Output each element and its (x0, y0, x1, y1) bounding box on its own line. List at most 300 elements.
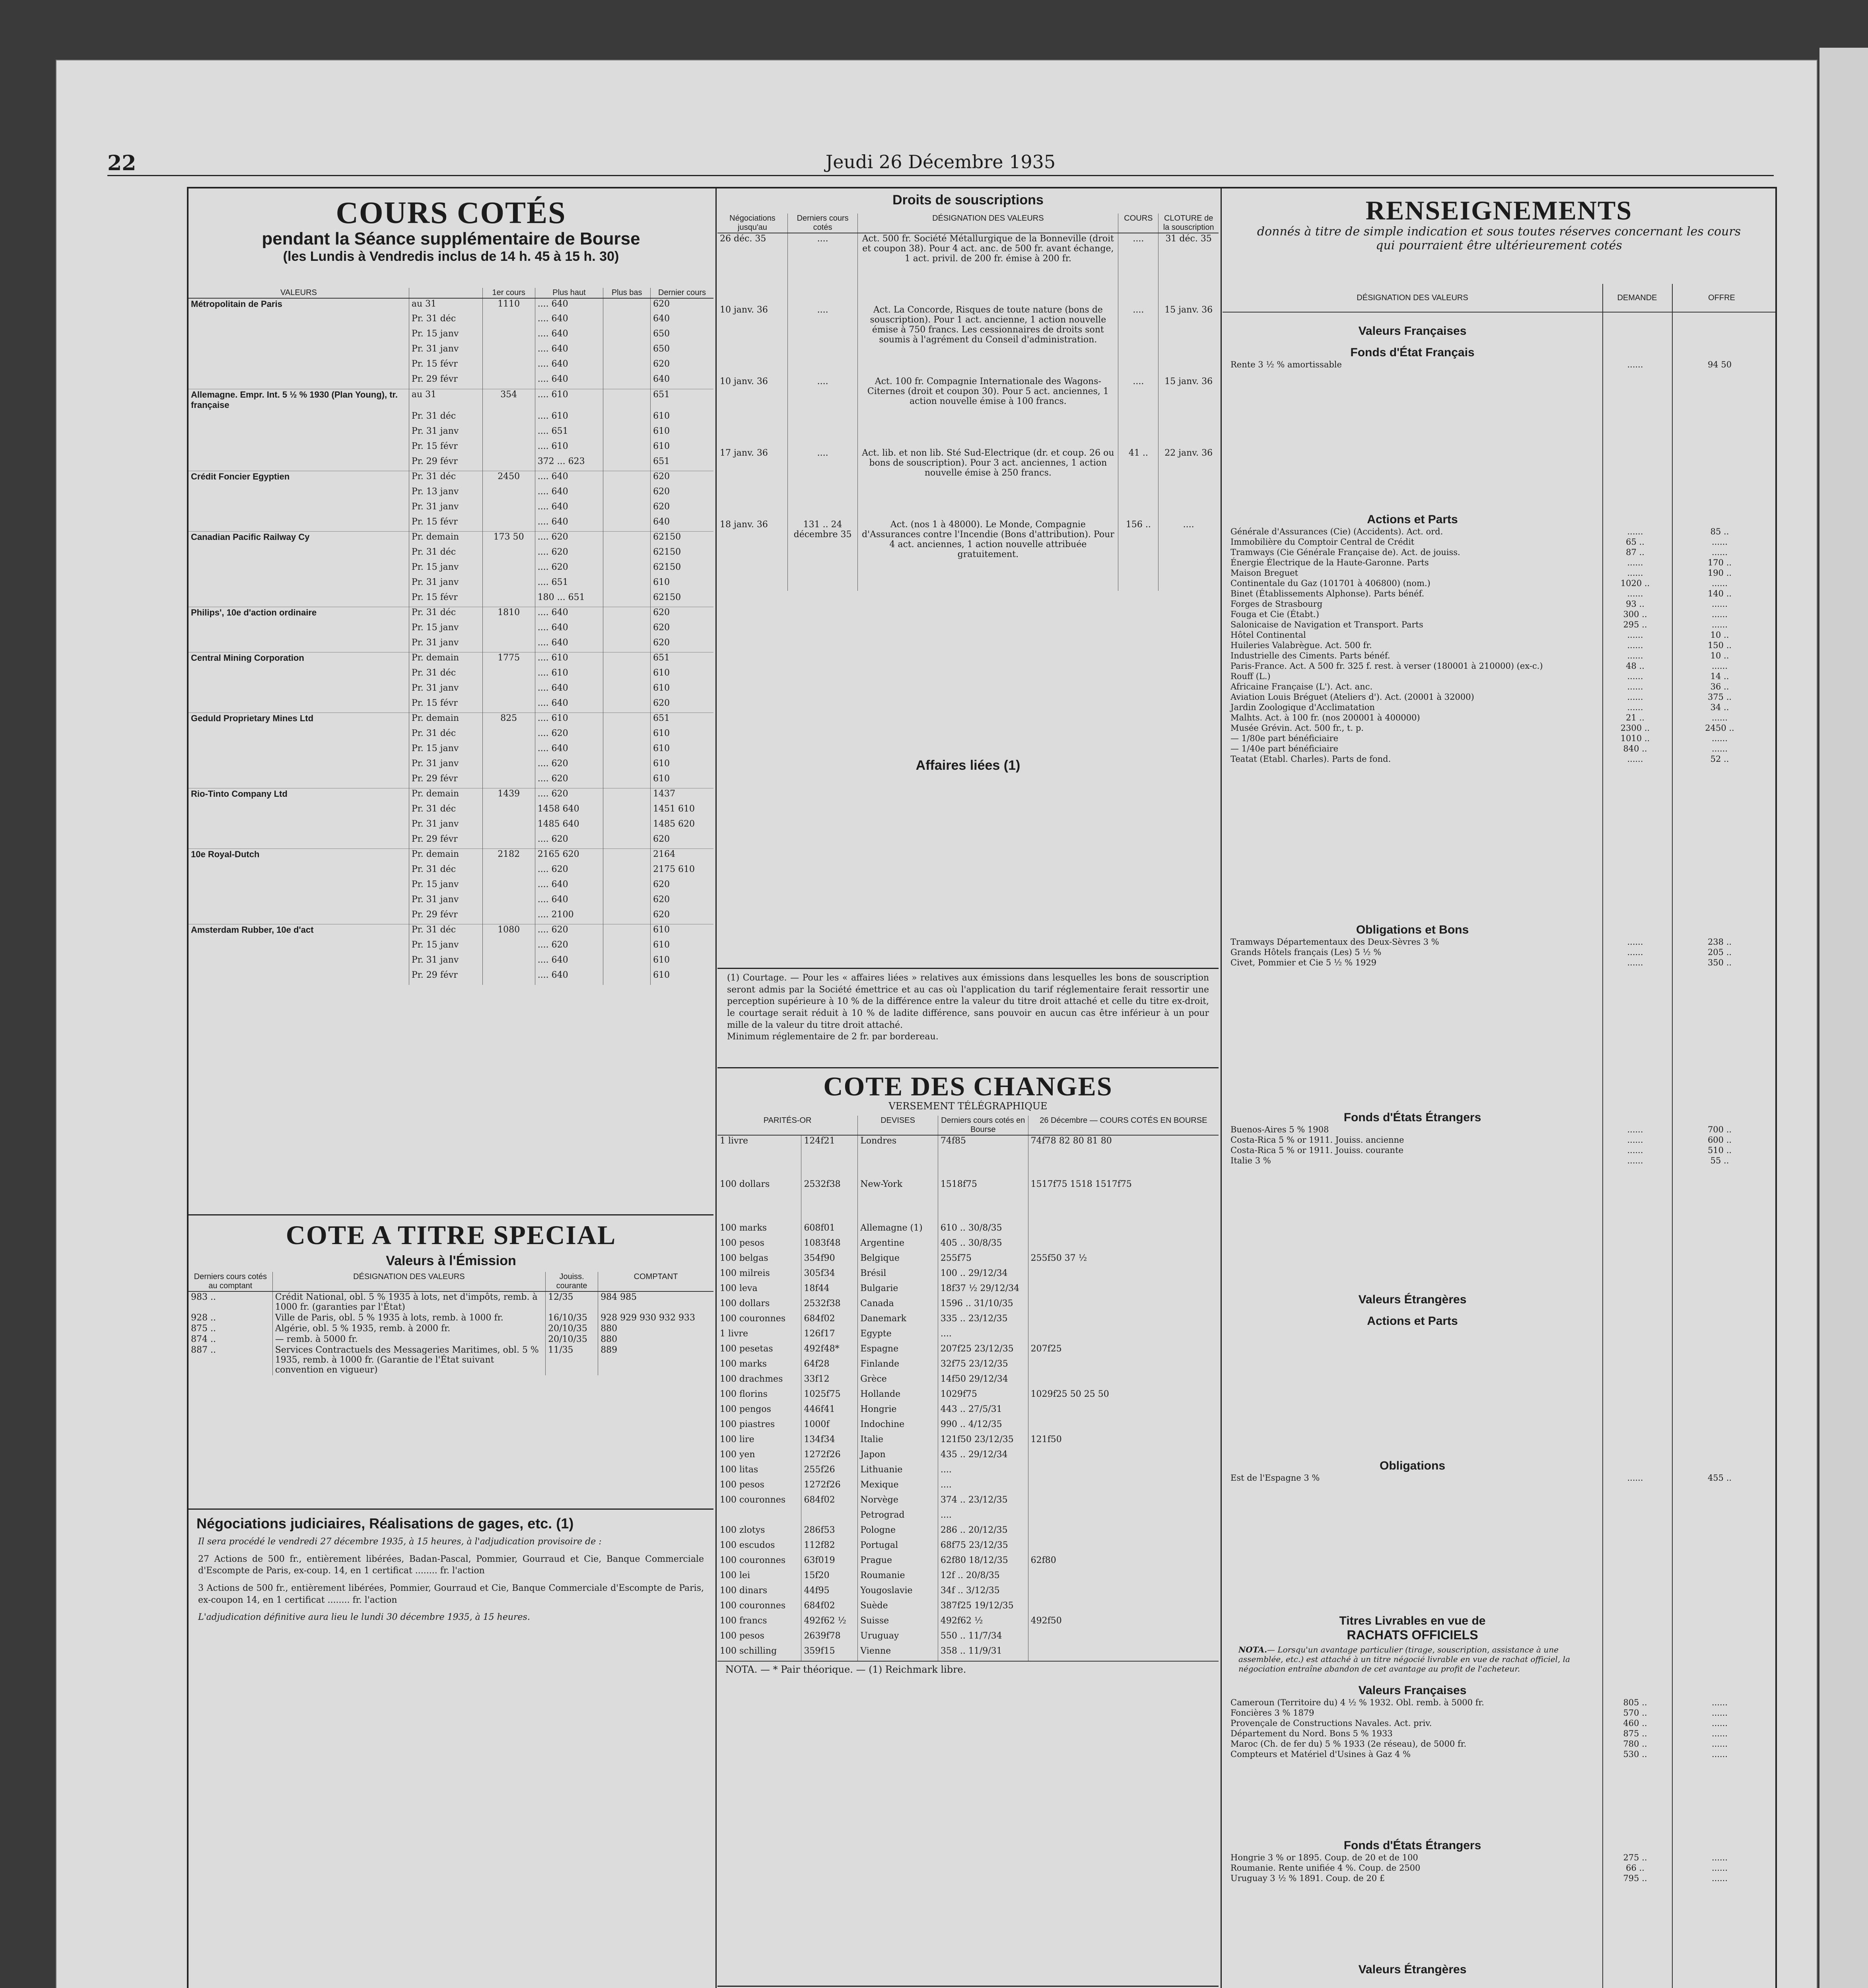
terme: Pr. 15 janv (409, 622, 482, 637)
unit: 100 couronnes (717, 1555, 801, 1570)
dernier-cours: 651 (651, 389, 713, 411)
demande: 780 .. (1623, 1739, 1647, 1749)
designation: Aviation Louis Bréguet (Ateliers d'). Act. (20001 à 32000) (1230, 692, 1474, 702)
demande: 275 .. (1623, 1853, 1647, 1862)
column-divider (715, 188, 717, 1988)
offre: ...... (1711, 1729, 1728, 1738)
terme: Pr. 15 janv (409, 562, 482, 577)
unit: 100 schilling (717, 1646, 801, 1661)
cloture: 22 janv. 36 (1164, 448, 1213, 458)
change-row (717, 1600, 1219, 1615)
dernier-cours: 207f25 23/12/35 (938, 1343, 1028, 1359)
cours-jour: 492f50 (1030, 1616, 1062, 1626)
valeur-name (189, 501, 409, 516)
dernier-cours: 640 (653, 374, 670, 384)
dernier-cours: 651 (651, 652, 713, 668)
plus-haut: .... 620 (535, 834, 603, 849)
cote-special-section (189, 1214, 713, 1375)
valeur-name (189, 940, 409, 955)
cours-row (189, 849, 713, 864)
demande: ...... (1627, 1145, 1643, 1155)
parite: 1272f26 (801, 1449, 858, 1464)
demande: 795 .. (1623, 1873, 1647, 1883)
dernier-cours: 374 .. 23/12/35 (938, 1495, 1028, 1510)
cours-row (189, 328, 713, 344)
cours-row (189, 471, 713, 486)
middle-column (717, 188, 1219, 1988)
judiciaire-adjudication: L'adjudication définitive aura lieu le lundi 30 décembre 1935, à 15 heures. (198, 1612, 530, 1623)
cours-cotes-table (189, 288, 713, 985)
valeur-name (189, 547, 409, 562)
cours-row (189, 668, 713, 683)
renseignement-row (1223, 723, 1775, 733)
first-cours (482, 359, 535, 374)
first-cours: 1110 (482, 298, 535, 313)
terme: Pr. 31 janv (409, 637, 482, 652)
dernier-cours: 32f75 23/12/35 (938, 1359, 1028, 1374)
dernier-cours: 405 .. 30/8/35 (938, 1238, 1028, 1253)
cours-row (189, 970, 713, 985)
terme: Pr. 29 févr (409, 456, 482, 471)
parite: 492f48* (801, 1343, 858, 1359)
dernier-cours: 255f75 (938, 1253, 1028, 1268)
cours-jour (1028, 1359, 1219, 1374)
plus-bas (603, 456, 651, 471)
col-derniers: Derniers cours cotés au comptant (189, 1272, 272, 1291)
designation: Act. (nos 1 à 48000). Le Monde, Compagnie d'Assurances contre l'Incendie (Bons d'attribution). Pour 4 act. anciennes, 1 action nouvelle attribuée gratuitement. (858, 519, 1118, 591)
dernier-cours: 610 (653, 577, 670, 587)
cours-row (189, 441, 713, 456)
renseignement-row (1223, 547, 1775, 557)
dernier-cours: 620 (653, 501, 670, 512)
dernier-cours: 358 .. 11/9/31 (938, 1646, 1028, 1661)
first-cours (482, 637, 535, 652)
cours-row (189, 955, 713, 970)
section-heading: Actions et Parts (1367, 1314, 1458, 1328)
special-row (189, 1334, 713, 1345)
demande: ...... (1627, 360, 1643, 369)
parite (801, 1510, 858, 1525)
cours-jour (1028, 1419, 1219, 1434)
designation: Foncières 3 % 1879 (1230, 1708, 1314, 1718)
valeur-name: Crédit Foncier Egyptien (189, 471, 409, 486)
designation: Générale d'Assurances (Cie) (Accidents). Act. ord. (1230, 527, 1443, 536)
devise: Yougoslavie (858, 1585, 938, 1600)
col-valeurs: VALEURS (189, 288, 409, 298)
change-row (717, 1283, 1219, 1298)
cours-jour (1028, 1540, 1219, 1555)
dernier-cours: 2164 (651, 849, 713, 864)
first-cours (482, 516, 535, 532)
plus-haut: .... 610 (535, 389, 603, 411)
plus-bas (603, 471, 651, 486)
offre: 350 .. (1707, 958, 1732, 967)
valeur-name (189, 441, 409, 456)
change-row (717, 1328, 1219, 1343)
parite: 126f17 (801, 1328, 858, 1343)
demande: ...... (1627, 558, 1643, 567)
valeur-name (189, 683, 409, 698)
first-cours (482, 970, 535, 985)
change-row (717, 1570, 1219, 1585)
first-cours (482, 819, 535, 834)
change-row (717, 1631, 1219, 1646)
courtage-minimum: Minimum réglementaire de 2 fr. par bordereau. (727, 1032, 939, 1042)
dernier-cours: 18f37 ½ 29/12/34 (938, 1283, 1028, 1298)
devise: Allemagne (1) (858, 1223, 938, 1238)
parite: 2532f38 (801, 1298, 858, 1313)
cours-row (189, 577, 713, 592)
plus-bas (603, 834, 651, 849)
renseignement-row (1223, 947, 1775, 957)
cours-jour: 255f50 37 ½ (1030, 1253, 1087, 1264)
first-cours (482, 622, 535, 637)
designation: Rouff (L.) (1230, 672, 1271, 681)
offre: ...... (1711, 1708, 1728, 1718)
unit: 100 lire (717, 1434, 801, 1449)
cours-row (189, 486, 713, 501)
courtage-note-wrap (717, 968, 1219, 1043)
change-row (717, 1313, 1219, 1328)
negociation-date: 26 déc. 35 (717, 233, 787, 305)
parite: 2639f78 (801, 1631, 858, 1646)
devise: Pologne (858, 1525, 938, 1540)
dernier-cours: 335 .. 23/12/35 (938, 1313, 1028, 1328)
judiciaire-lot-2: 3 Actions de 500 fr., entièrement libérées, Pommier, Gourraud et Cie, Banque Commerciale d'Escompte de Paris, ex-coupon 14, en 1 certificat ........ fr. l'action (198, 1583, 704, 1605)
changes-nota: NOTA. — * Pair théorique. — (1) Reichmark libre. (717, 1661, 1219, 1677)
valeur-name (189, 728, 409, 743)
terme: Pr. 15 janv (409, 328, 482, 344)
dernier-cours: 1029f75 (938, 1389, 1028, 1404)
designation: Est de l'Espagne 3 % (1230, 1473, 1320, 1483)
designation: Jardin Zoologique d'Acclimatation (1230, 703, 1375, 712)
demande: 875 .. (1623, 1729, 1647, 1738)
renseignement-row (1223, 702, 1775, 712)
col-cours-jour: 26 Décembre — COURS COTÉS EN BOURSE (1028, 1116, 1219, 1135)
designation: Roumanie. Rente unifiée 4 %. Coup. de 2500 (1230, 1863, 1421, 1873)
first-cours (482, 426, 535, 441)
demande: 295 .. (1623, 620, 1647, 629)
renseignement-row (1223, 733, 1775, 744)
plus-bas (603, 970, 651, 985)
designation: — 1/40e part bénéficiaire (1230, 744, 1339, 753)
plus-haut: .... 620 (535, 562, 603, 577)
col-cloture: CLOTURE de la souscription (1159, 214, 1219, 233)
parite: 255f26 (801, 1464, 858, 1479)
droits-section (717, 192, 1219, 773)
devise: Japon (858, 1449, 938, 1464)
offre: 10 .. (1710, 651, 1729, 660)
designation: Maroc (Ch. de fer du) 5 % 1933 (2e réseau), de 5000 fr. (1230, 1739, 1467, 1749)
plus-bas (603, 374, 651, 389)
offre: 150 .. (1707, 641, 1732, 650)
comptant: 880 (601, 1334, 618, 1345)
terme: Pr. demain (409, 788, 482, 804)
plus-bas (603, 389, 651, 411)
designation: Teatat (Etabl. Charles). Parts de fond. (1230, 754, 1391, 764)
offre: 36 .. (1710, 682, 1729, 691)
offre: ...... (1711, 1739, 1728, 1749)
unit (717, 1510, 801, 1525)
plus-bas (603, 486, 651, 501)
devise: Lithuanie (858, 1464, 938, 1479)
parite: 684f02 (801, 1600, 858, 1615)
demande: ...... (1627, 672, 1643, 681)
negociation-date: 10 janv. 36 (717, 305, 787, 376)
plus-haut: .... 640 (535, 970, 603, 985)
designation: Maison Breguet (1230, 568, 1298, 578)
plus-bas (603, 955, 651, 970)
renseignement-row (1223, 1749, 1775, 1759)
plus-bas (603, 894, 651, 909)
renseignement-row (1223, 1124, 1775, 1135)
plus-haut: 2165 620 (535, 849, 603, 864)
valeur-name: 10e Royal-Dutch (189, 849, 409, 864)
renseignement-row (1223, 1473, 1775, 1483)
parite: 1025f75 (801, 1389, 858, 1404)
dernier-cours: 610 (651, 924, 713, 940)
valeur-name (189, 359, 409, 374)
cours-row (189, 879, 713, 894)
devise: Suisse (858, 1615, 938, 1631)
parite: 64f28 (801, 1359, 858, 1374)
plus-haut: .... 620 (535, 532, 603, 547)
devise: Portugal (858, 1540, 938, 1555)
judiciaire-title: Négociations judiciaires, Réalisations de gages, etc. (1) (196, 1515, 574, 1532)
parite: 44f95 (801, 1585, 858, 1600)
demande: ...... (1627, 1473, 1643, 1483)
dernier-cours: 286 .. 20/12/35 (938, 1525, 1028, 1540)
cours-jour (1028, 1449, 1219, 1464)
cours-jour (1028, 1238, 1219, 1253)
valeur-name (189, 668, 409, 683)
negociation-date: 17 janv. 36 (717, 448, 787, 519)
first-cours (482, 668, 535, 683)
dernier-cours: 620 (653, 637, 670, 648)
plus-haut: .... 640 (535, 743, 603, 758)
terme: Pr. demain (409, 532, 482, 547)
offre: ...... (1711, 537, 1728, 547)
change-row (717, 1646, 1219, 1661)
col-offre: OFFRE (1708, 293, 1735, 302)
designation: Uruguay 3 ½ % 1891. Coup. de 20 £ (1230, 1873, 1385, 1883)
offre: ...... (1711, 620, 1728, 629)
rachats-nota (1223, 1642, 1604, 1676)
judiciaire-intro: Il sera procédé le vendredi 27 décembre 1935, à 15 heures, à l'adjudication provisoire de : (198, 1537, 602, 1547)
valeur-name (189, 879, 409, 894)
valeur-name: Philips', 10e d'action ordinaire (189, 607, 409, 622)
plus-haut: .... 610 (535, 441, 603, 456)
unit: 100 litas (717, 1464, 801, 1479)
devise: New-York (858, 1179, 938, 1223)
plus-bas (603, 864, 651, 879)
terme: Pr. 31 janv (409, 819, 482, 834)
plus-haut: 372 ... 623 (535, 456, 603, 471)
unit: 1 livre (717, 1135, 801, 1179)
cours: .... (1118, 376, 1159, 448)
devise: Suède (858, 1600, 938, 1615)
renseignement-row (1223, 609, 1775, 619)
cours-row (189, 298, 713, 313)
unit: 100 pesetas (717, 1343, 801, 1359)
unit: 1 livre (717, 1328, 801, 1343)
demande: ...... (1627, 527, 1643, 536)
valeur-name (189, 955, 409, 970)
demande: ...... (1627, 682, 1643, 691)
cours-row (189, 344, 713, 359)
dernier-cours: 620 (651, 471, 713, 486)
designation: — 1/80e part bénéficiaire (1230, 734, 1339, 743)
first-cours: 2182 (482, 849, 535, 864)
cours-cotes-body (189, 298, 713, 985)
cours-row (189, 924, 713, 940)
dernier-cours: 1518f75 (938, 1179, 1028, 1223)
designation: Ville de Paris, obl. 5 % 1935 à lots, remb. à 1000 fr. (272, 1312, 545, 1323)
change-row (717, 1495, 1219, 1510)
demande: ...... (1627, 937, 1643, 947)
plus-haut: .... 640 (535, 486, 603, 501)
designation: Huileries Valabrègue. Act. 500 fr. (1230, 641, 1372, 650)
designation: Immobilière du Comptoir Central de Crédit (1230, 537, 1415, 547)
cours-row (189, 758, 713, 773)
valeur-name (189, 773, 409, 788)
designation: Cameroun (Territoire du) 4 ½ % 1932. Obl. remb. à 5000 fr. (1230, 1698, 1484, 1707)
terme: Pr. 29 févr (409, 909, 482, 924)
first-cours (482, 698, 535, 713)
devise: Grèce (858, 1374, 938, 1389)
demande: ...... (1627, 958, 1643, 967)
cloture: 15 janv. 36 (1164, 377, 1213, 386)
offre: ...... (1711, 1718, 1728, 1728)
parite: 359f15 (801, 1646, 858, 1661)
cours: 41 .. (1118, 448, 1159, 519)
change-row (717, 1389, 1219, 1404)
renseignement-row (1223, 568, 1775, 578)
section-heading: Valeurs Étrangères (1358, 1293, 1467, 1306)
demande: 530 .. (1623, 1749, 1647, 1759)
change-row (717, 1449, 1219, 1464)
change-row (717, 1298, 1219, 1313)
comptant: 928 929 930 932 933 (601, 1313, 696, 1323)
renseignement-row (1223, 937, 1775, 947)
cours-row (189, 819, 713, 834)
dernier-cours: 121f50 23/12/35 (938, 1434, 1028, 1449)
section-heading: Valeurs Étrangères (1358, 1963, 1467, 1976)
parite: 134f34 (801, 1434, 858, 1449)
terme: Pr. 15 janv (409, 743, 482, 758)
dernier-cours: 640 (653, 314, 670, 324)
dernier-cours: 650 (653, 329, 670, 339)
valeur-name (189, 344, 409, 359)
dernier-cours: 610 (653, 728, 670, 738)
negociation-date: 10 janv. 36 (717, 376, 787, 448)
devise: Finlande (858, 1359, 938, 1374)
valeur-name (189, 834, 409, 849)
designation: Forges de Strasbourg (1230, 599, 1323, 609)
designation: Hôtel Continental (1230, 630, 1306, 640)
designation: Binet (Établissements Alphonse). Parts bénéf. (1230, 589, 1425, 598)
renseignement-row (1223, 557, 1775, 568)
plus-haut: .... 640 (535, 698, 603, 713)
droits-row (717, 376, 1219, 448)
plus-haut: .... 640 (535, 637, 603, 652)
demande: 1020 .. (1620, 579, 1650, 588)
changes-body (717, 1135, 1219, 1661)
designation: Paris-France. Act. A 500 fr. 325 f. rest. à verser (180001 à 210000) (ex-c.) (1230, 661, 1543, 671)
cours-jour (1028, 1404, 1219, 1419)
renseignement-row (1223, 692, 1775, 702)
cours-row (189, 501, 713, 516)
derniers-cours: .... (787, 233, 857, 305)
cours: .... (1118, 233, 1159, 305)
first-cours (482, 486, 535, 501)
comptant: 880 (601, 1324, 618, 1334)
renseignement-row (1223, 1697, 1775, 1708)
plus-haut: .... 2100 (535, 909, 603, 924)
unit: 100 pesos (717, 1479, 801, 1495)
plus-bas (603, 359, 651, 374)
renseignement-row (1223, 1708, 1775, 1718)
designation: Rente 3 ½ % amortissable (1230, 360, 1342, 369)
cours-jour (1028, 1268, 1219, 1283)
cours-row (189, 728, 713, 743)
offre: 10 .. (1710, 630, 1729, 640)
offre: 205 .. (1707, 947, 1732, 957)
dernier-cours: 100 .. 29/12/34 (938, 1268, 1028, 1283)
plus-haut: .... 640 (535, 313, 603, 328)
designation: Hongrie 3 % or 1895. Coup. de 20 et de 100 (1230, 1853, 1418, 1862)
unit: 100 dollars (717, 1179, 801, 1223)
plus-haut: .... 640 (535, 622, 603, 637)
dernier-cours: 62150 (653, 592, 681, 602)
terme: Pr. 15 févr (409, 359, 482, 374)
first-cours (482, 834, 535, 849)
plus-haut: .... 651 (535, 577, 603, 592)
renseignement-row (1223, 1718, 1775, 1728)
plus-bas (603, 532, 651, 547)
first-cours (482, 773, 535, 788)
cours-row (189, 562, 713, 577)
demande: 48 .. (1626, 661, 1644, 671)
cours-row (189, 374, 713, 389)
dernier-cours: 74f85 (938, 1135, 1028, 1179)
first-cours (482, 328, 535, 344)
terme: Pr. 31 déc (409, 804, 482, 819)
valeur-name (189, 328, 409, 344)
parite: 1000f (801, 1419, 858, 1434)
first-cours: 825 (482, 713, 535, 728)
plus-haut: .... 640 (535, 359, 603, 374)
offre: ...... (1711, 579, 1728, 588)
special-row (189, 1323, 713, 1334)
section-heading: Obligations (1380, 1459, 1445, 1472)
courtage-note: (1) Courtage. — Pour les « affaires liées » relatives aux émissions dans lesquelles les bons de souscription seront admis par la Société émettrice et au cas où l'application du tarif réglementaire ferait ressortir une perception supérieure à 10 % de la différence entre la valeur du titre droit attaché et celle du titre ex-droit, le courtage serait réduit à 10 % de ladite différence, sans pouvoir en aucun cas être inférieur à un pour mille de la valeur du titre droit attaché. (727, 973, 1209, 1030)
cours-row (189, 743, 713, 758)
demande: ...... (1627, 703, 1643, 712)
parite: 684f02 (801, 1313, 858, 1328)
derniers-cours: 131 .. 24 décembre 35 (787, 519, 857, 591)
terme: Pr. 31 janv (409, 501, 482, 516)
valeur-name: Rio-Tinto Company Ltd (189, 788, 409, 804)
cours-jour (1028, 1495, 1219, 1510)
renseignement-row (1223, 599, 1775, 609)
dernier-cours: 620 (653, 894, 670, 905)
plus-haut: 180 ... 651 (535, 592, 603, 607)
terme: Pr. 29 févr (409, 773, 482, 788)
right-column (1223, 188, 1775, 1988)
first-cours (482, 441, 535, 456)
plus-bas (603, 683, 651, 698)
